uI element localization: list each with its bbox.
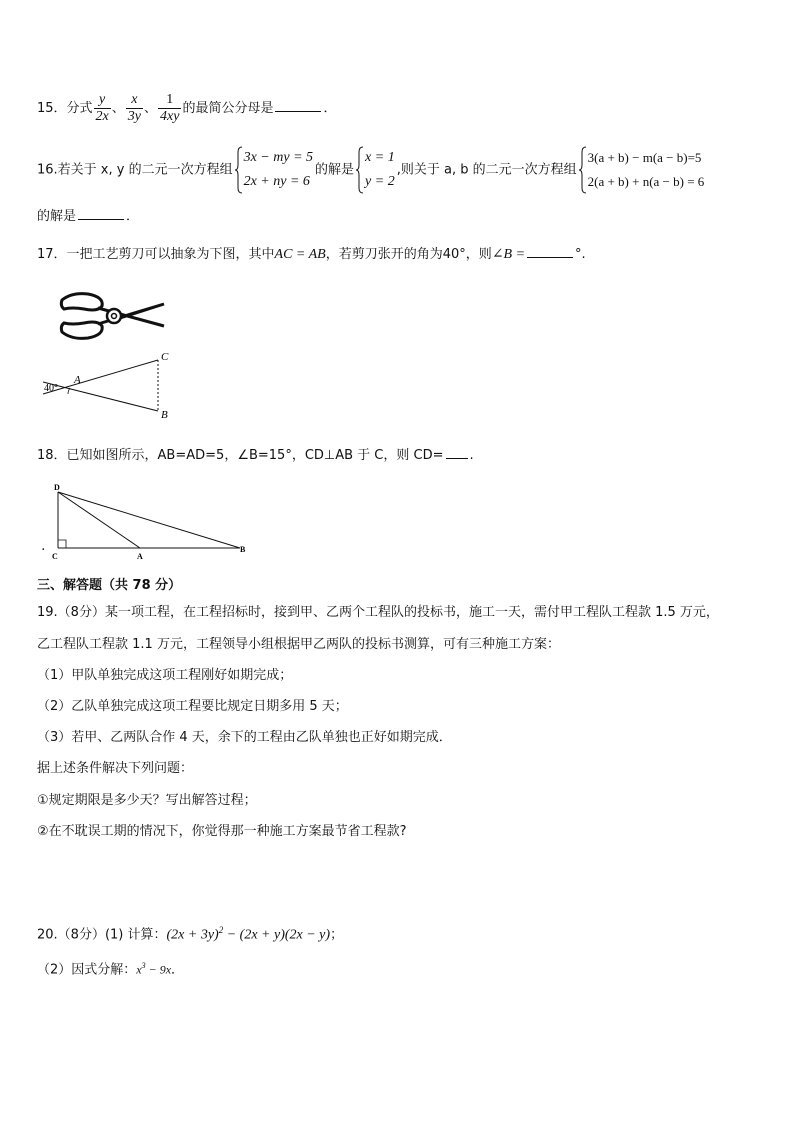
question-20-part1: 20.（8分）(1) 计算：$(2x + 3y)^2 - (2x + y)(2x - y)$；: [37, 925, 344, 943]
fraction-2: $\frac{x}{3y}$: [127, 92, 141, 124]
fraction-1: $\frac{y}{2x}$: [95, 92, 109, 124]
q19-item2: （2）乙队单独完成这项工程要比规定日期多用 5 天；: [37, 699, 348, 714]
equation-system-1: 3x − my = 5 2x + ny = 6: [235, 146, 313, 194]
q19-line3: 据上述条件解决下列问题：: [37, 761, 194, 776]
question-16: 16.若关于 x, y 的二元一次方程组 3x − my = 5 2x + ny = 6 的解是 x = 1 y = 2 ,则关于 a, b 的二元一次方程组 3(a + b) − m(a − b)=5 2(a + b) + n(a − b) = 6: [37, 146, 706, 194]
label-b: B: [161, 409, 168, 420]
section-3-title: 三、解答题（共 78 分）: [37, 578, 182, 593]
q19-line1: 19.（8分）某一项工程，在工程招标时，接到甲、乙两个工程队的投标书，施工一天，需付甲工程队工程款 1.5 万元，: [37, 605, 719, 620]
scissors-icon: [58, 290, 170, 342]
fraction-3: $\frac{1}{4xy}$: [160, 92, 180, 124]
segment-da: [58, 492, 140, 548]
equation-system-2: 3(a + b) − m(a − b)=5 2(a + b) + n(a − b) = 6: [579, 146, 705, 194]
label-c: C: [52, 552, 58, 561]
answer-blank[interactable]: [275, 99, 321, 112]
q19-sub2: ②在不耽误工期的情况下，你觉得那一种施工方案最节省工程款?: [37, 824, 407, 839]
figure-18: [36, 480, 252, 562]
q19-line2: 乙工程队工程款 1.1 万元，工程领导小组根据甲乙两队的投标书测算，可有三种施工方案：: [37, 637, 560, 652]
question-15: 15．分式 $\frac{y}{2x}$ 、 $\frac{x}{3y}$ 、 $\frac{1}{4xy}$ 的最简公分母是 ．: [37, 92, 337, 124]
dot-mark: .: [42, 542, 45, 553]
question-18: 18．已知如图所示，AB=AD=5，∠B=15°，CD⊥AB 于 C，则 CD= .: [37, 448, 474, 463]
question-20-part2: （2）因式分解：$x^3 - 9x$．: [37, 961, 185, 978]
right-angle-mark: [58, 540, 66, 548]
q19-sub1: ①规定期限是多少天？写出解答过程；: [37, 793, 257, 808]
label-a: A: [74, 374, 81, 386]
segment-db: [58, 492, 240, 548]
question-17: 17．一把工艺剪刀可以抽象为下图，其中AC = AB，若剪刀张开的角为40°，则∠B = °.: [37, 247, 586, 262]
figure-17: [40, 348, 180, 420]
answer-blank[interactable]: [446, 446, 468, 459]
solution-system: x = 1 y = 2: [356, 146, 395, 194]
question-16-line2: 的解是 ．: [37, 209, 140, 224]
angle-label: 40°: [44, 383, 58, 394]
brace-icon: [356, 146, 364, 194]
angle-arc: [68, 388, 70, 394]
answer-blank[interactable]: [78, 207, 124, 220]
label-a: A: [137, 552, 143, 561]
line-ac: [43, 360, 158, 394]
q19-item1: （1）甲队单独完成这项工程刚好如期完成；: [37, 668, 293, 683]
brace-icon: [235, 146, 243, 194]
line-ab: [43, 382, 158, 411]
label-b: B: [240, 545, 246, 554]
q19-item3: （3）若甲、乙两队合作 4 天，余下的工程由乙队单独也正好如期完成．: [37, 730, 452, 745]
answer-blank[interactable]: [527, 245, 573, 258]
q15-label: 15．分式: [37, 101, 93, 116]
label-d: D: [54, 483, 60, 492]
brace-icon: [579, 146, 587, 194]
label-c: C: [161, 351, 169, 363]
